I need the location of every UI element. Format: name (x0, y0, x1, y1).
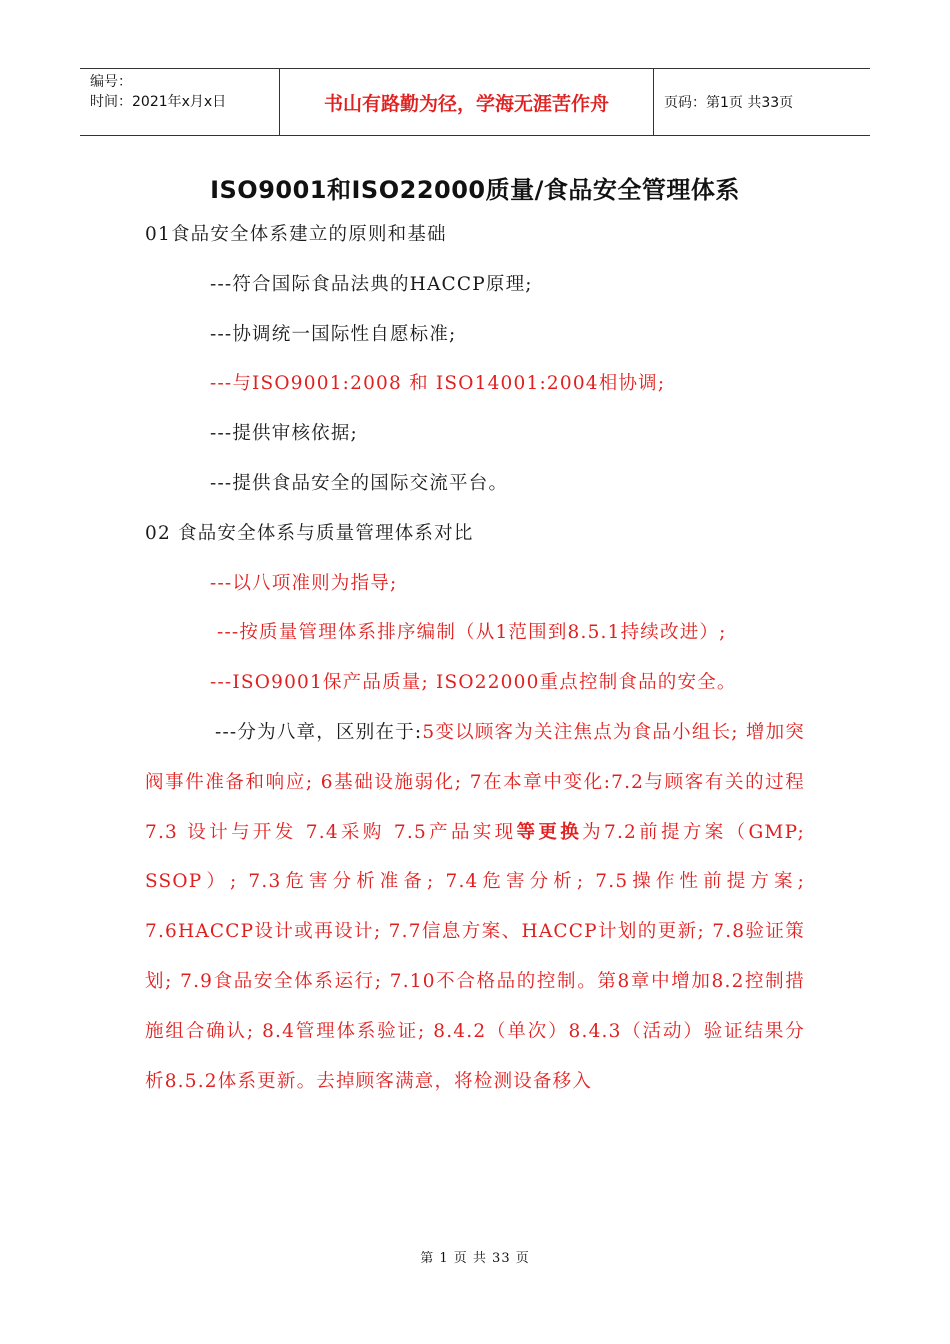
list-item: ---符合国际食品法典的HACCP原理; (210, 273, 533, 295)
document-number-label: 编号： (90, 74, 132, 90)
list-item: ---按质量管理体系排序编制（从1范围到8.5.1持续改进）; (217, 622, 727, 644)
list-item: ---ISO9001保产品质量; ISO22000重点控制食品的安全。 (210, 672, 737, 694)
document-title: ISO9001和ISO22000质量/食品安全管理体系 (210, 176, 740, 204)
list-item: ---提供审核依据; (210, 423, 358, 445)
page-footer: 第 1 页 共 33 页 (420, 1251, 530, 1266)
list-item: ---以八项准则为指导; (210, 572, 398, 594)
chapter-diff-detail-1: 5变以顾客为关注焦点为食品小组长; 增加突阀事件准备和响应; 6基础设施弱化; 7在本章中变化:7.2与顾客有关的过程 7.3 设计与开发 7.4采购 7.5产品实现 (145, 721, 805, 843)
document-time-label: 时间：2021年x月x日 (90, 94, 227, 110)
header-page-info: 页码：第1页 共33页 (664, 95, 794, 111)
chapter-diff-emphasis: 等更换 (516, 821, 583, 843)
section-heading-02: 02 食品安全体系与质量管理体系对比 (145, 522, 474, 544)
list-item-chapter-differences (145, 708, 805, 1106)
page-header (80, 68, 870, 136)
section-heading-01: 01食品安全体系建立的原则和基础 (145, 224, 447, 245)
list-item: ---协调统一国际性自愿标准; (210, 323, 457, 345)
chapter-diff-detail-2: 为7.2前提方案（GMP; SSOP）; 7.3危害分析准备; 7.4危害分析; 7.5操作性前提方案; 7.6HACCP设计或再设计; 7.7信息方案、HACCP计划的更新; 7.8验证策划; 7.9食品安全体系运行; 7.10不合格品的控制。第8章中增加8.2控制措施组合确认; 8.4管理体系验证; 8.4.2（单次）8.4.3（活动）验证结果分析8.5.2体系更新。去掉顾客满意，将检测设备移入 (145, 821, 805, 1092)
chapter-diff-intro: ---分为八章，区别在于: (215, 721, 423, 743)
list-item: ---与ISO9001:2008 和 ISO14001:2004相协调; (210, 373, 666, 395)
list-item: ---提供食品安全的国际交流平台。 (210, 472, 509, 494)
document-body (145, 210, 805, 1106)
header-meta (80, 69, 280, 135)
header-motto: 书山有路勤为径，学海无涯苦作舟 (280, 69, 654, 135)
